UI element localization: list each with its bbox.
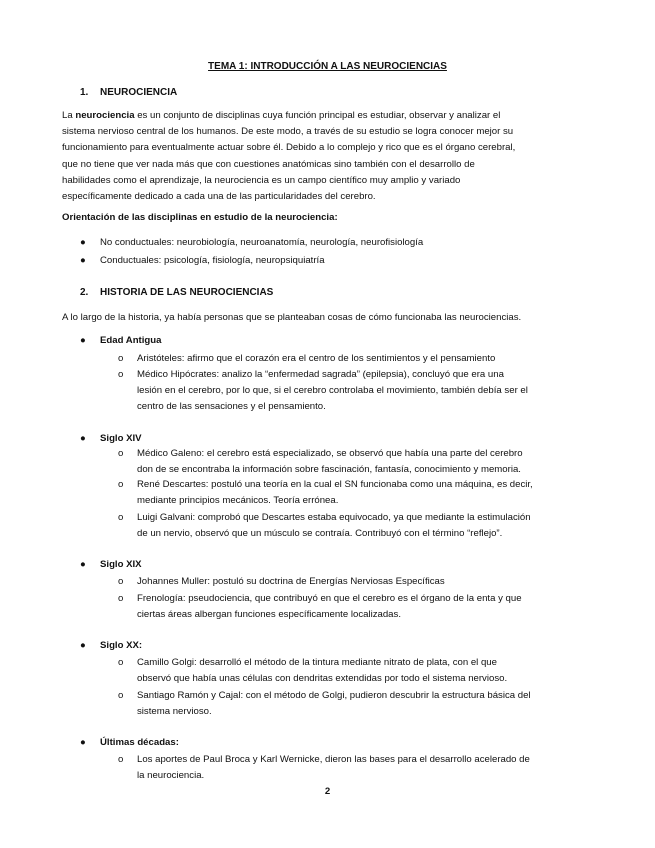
- sub-item-line: sistema nervioso.: [137, 706, 212, 717]
- circle-bullet-icon: o: [118, 657, 124, 668]
- section-2-heading: [80, 287, 273, 298]
- sub-item-line: observó que había unas células con dendritas extendidas por todo el sistema nervioso.: [137, 673, 508, 684]
- circle-bullet-icon: o: [118, 353, 124, 364]
- sub-item-line: Johannes Muller: postuló su doctrina de Energías Nerviosas Específicas: [137, 576, 445, 587]
- era-name: Siglo XIV: [100, 433, 142, 444]
- sub-item-line: de un nervio, observó que un músculo se contraía. Contribuyó con el término “reflejo”.: [137, 528, 503, 539]
- sub-item-line: René Descartes: postuló una teoría en la cual el SN funcionaba como una máquina, es decir,: [137, 479, 533, 490]
- intro-line-1: [62, 108, 592, 124]
- intro-text: es un conjunto de disciplinas cuya función principal es estudiar, observar y analizar el: [134, 110, 501, 121]
- sub-item-line: Médico Hipócrates: analizo la “enfermedad sagrada” (epilepsia), concluyó que era una: [137, 369, 504, 380]
- era-name: Edad Antigua: [100, 335, 162, 346]
- intro-paragraph: [62, 108, 592, 205]
- sub-item-line: Frenología: pseudociencia, que contribuyó en que el cerebro es el órgano de la enta y que: [137, 593, 522, 604]
- circle-bullet-icon: o: [118, 479, 124, 490]
- intro-text: La: [62, 110, 76, 121]
- section-1-number: 1.: [80, 87, 89, 98]
- section-2-number: 2.: [80, 287, 89, 298]
- document-title: TEMA 1: INTRODUCCIÓN A LAS NEUROCIENCIAS: [208, 61, 447, 72]
- sub-item-line: Camillo Golgi: desarrolló el método de la tintura mediante nitrato de plata, con el que: [137, 657, 497, 668]
- circle-bullet-icon: o: [118, 576, 124, 587]
- intro-line-2: sistema nervioso central de los humanos. De este modo, a través de su estudio se logra conocer mejor su: [62, 126, 514, 138]
- sub-item-line: don de se encontraba la información sobre fascinación, fantasía, conocimiento y memoria.: [137, 464, 521, 475]
- list-item-text: Conductuales: psicología, fisiología, neuropsiquiatría: [100, 255, 325, 266]
- bullet-icon: ●: [80, 640, 86, 651]
- list-item: [80, 255, 325, 266]
- era-name: Últimas décadas:: [100, 737, 179, 748]
- intro-line-5: habilidades como el aprendizaje, la neurociencia es un campo científico muy amplio y variado: [62, 174, 461, 186]
- era-name: Siglo XX:: [100, 640, 143, 651]
- section-1-label: NEUROCIENCIA: [100, 87, 178, 98]
- sub-item-line: ciertas áreas albergan funciones específicamente localizadas.: [137, 609, 401, 620]
- circle-bullet-icon: o: [118, 448, 124, 459]
- section-2-label: HISTORIA DE LAS NEUROCIENCIAS: [100, 287, 274, 298]
- sub-item-line: centro de las sensaciones y el pensamiento.: [137, 401, 326, 412]
- circle-bullet-icon: o: [118, 690, 124, 701]
- era-heading: [80, 640, 142, 651]
- era-heading: [80, 559, 142, 570]
- sub-item-line: mediante principios mecánicos. Teoría errónea.: [137, 495, 339, 506]
- era-heading: [80, 335, 161, 346]
- era-heading: [80, 737, 179, 748]
- circle-bullet-icon: o: [118, 512, 124, 523]
- bullet-icon: ●: [80, 559, 86, 570]
- sub-item-line: Los aportes de Paul Broca y Karl Wernicke, dieron las bases para el desarrollo acelerado de: [137, 754, 530, 765]
- sub-item-line: lesión en el cerebro, por lo que, si el cerebro controlaba el movimiento, también debía ser el: [137, 385, 528, 396]
- intro-line-4: que no tiene que ver nada más que con cuestiones anatómicas sino también con el desarrollo de: [62, 158, 475, 170]
- circle-bullet-icon: o: [118, 369, 124, 380]
- sub-item-line: Médico Galeno: el cerebro está especializado, se observó que había una parte del cerebro: [137, 448, 523, 459]
- bullet-icon: ●: [80, 737, 86, 748]
- era-heading: [80, 433, 142, 444]
- circle-bullet-icon: o: [118, 754, 124, 765]
- intro-keyword: neurociencia: [75, 110, 135, 121]
- page-number: 2: [324, 786, 331, 797]
- list-item: [80, 237, 423, 248]
- sub-item-line: Santiago Ramón y Cajal: con el método de Golgi, pudieron descubrir la estructura básica del: [137, 690, 531, 701]
- sub-item-line: Luigi Galvani: comprobó que Descartes estaba equivocado, ya que mediante la estimulación: [137, 512, 531, 523]
- bullet-icon: ●: [80, 237, 86, 248]
- history-intro: [62, 310, 592, 326]
- history-intro-text: A lo largo de la historia, ya había personas que se planteaban cosas de cómo funcionaba las neurociencias.: [62, 312, 522, 323]
- intro-line-3: funcionamiento para eventualmente actuar sobre él. Debido a lo complejo y rico que es el órgano cerebral,: [62, 142, 516, 154]
- list-item-text: No conductuales: neurobiología, neuroanatomía, neurología, neurofisiología: [100, 237, 424, 248]
- bullet-icon: ●: [80, 255, 86, 266]
- bullet-icon: ●: [80, 335, 86, 346]
- bullet-icon: ●: [80, 433, 86, 444]
- circle-bullet-icon: o: [118, 593, 124, 604]
- orientation-heading: Orientación de las disciplinas en estudio de la neurociencia:: [62, 212, 338, 223]
- intro-line-6: específicamente dedicado a cada una de las particularidades del cerebro.: [62, 191, 376, 203]
- era-name: Siglo XIX: [100, 559, 142, 570]
- sub-item-line: Aristóteles: afirmo que el corazón era el centro de los sentimientos y el pensamiento: [137, 353, 496, 364]
- section-1-heading: [80, 87, 177, 98]
- sub-item-line: la neurociencia.: [137, 770, 205, 781]
